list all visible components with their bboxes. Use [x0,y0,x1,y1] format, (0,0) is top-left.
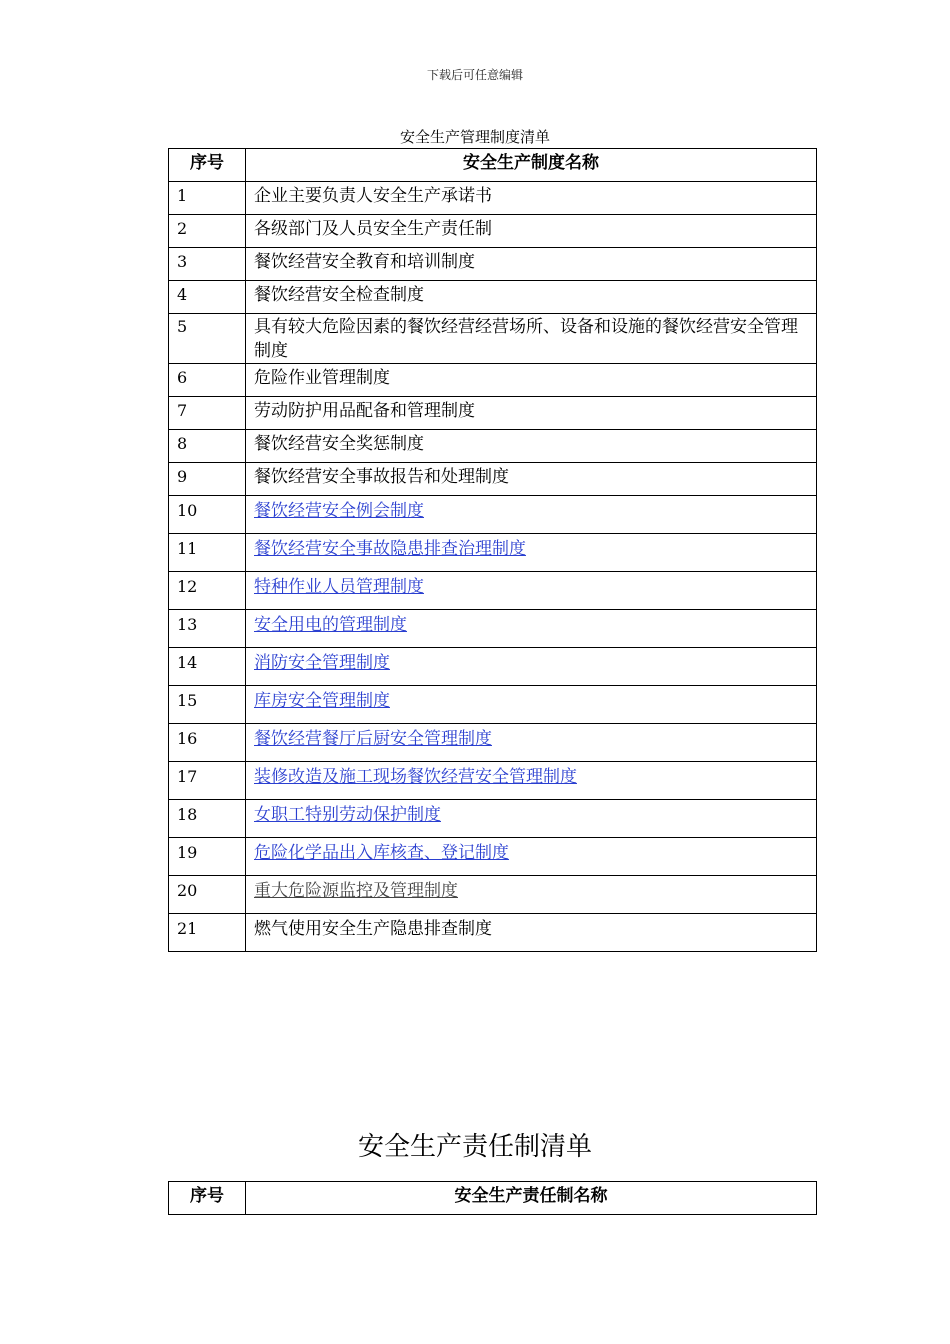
table-row [169,724,817,762]
table-row [169,572,817,610]
table-row [169,610,817,648]
row-number: 18 [169,800,246,838]
table-row [169,914,817,952]
table-header-row [169,149,817,182]
policy-link[interactable]: 装修改造及施工现场餐饮经营安全管理制度 [254,767,577,787]
row-name: 具有较大危险因素的餐饮经营经营场所、设备和设施的餐饮经营安全管理制度 [246,314,817,364]
table-row [169,534,817,572]
responsibility-table [168,1181,817,1215]
section2-title: 安全生产责任制清单 [357,1132,592,1162]
table-row [169,876,817,914]
row-number: 10 [169,496,246,534]
row-number: 4 [169,281,246,314]
table-row [169,430,817,463]
table-row [169,397,817,430]
policy-link[interactable]: 女职工特别劳动保护制度 [254,805,441,825]
row-number: 3 [169,248,246,281]
table-row [169,215,817,248]
row-name: 餐饮经营安全教育和培训制度 [246,248,817,281]
policy-link[interactable]: 安全用电的管理制度 [254,615,407,635]
policy-link[interactable]: 库房安全管理制度 [254,691,390,711]
policy-table [168,148,817,952]
row-number: 21 [169,914,246,952]
row-name: 餐饮经营安全奖惩制度 [246,430,817,463]
policy-link[interactable]: 重大危险源监控及管理制度 [254,881,458,901]
row-number: 9 [169,463,246,496]
header-responsibility-name: 安全生产责任制名称 [246,1182,817,1215]
row-name: 危险作业管理制度 [246,364,817,397]
row-number: 16 [169,724,246,762]
section1-title: 安全生产管理制度清单 [399,128,550,146]
row-number: 1 [169,182,246,215]
row-name: 燃气使用安全生产隐患排查制度 [246,914,817,952]
policy-link[interactable]: 餐饮经营餐厅后厨安全管理制度 [254,729,492,749]
table-row [169,496,817,534]
row-number: 14 [169,648,246,686]
table-row [169,838,817,876]
policy-link[interactable]: 危险化学品出入库核查、登记制度 [254,843,509,863]
header-number: 序号 [169,1182,246,1215]
table-row [169,686,817,724]
table-row [169,762,817,800]
row-number: 12 [169,572,246,610]
row-number: 8 [169,430,246,463]
row-name: 餐饮经营安全事故报告和处理制度 [246,463,817,496]
table-row [169,314,817,364]
table-row [169,182,817,215]
row-number: 6 [169,364,246,397]
row-number: 7 [169,397,246,430]
row-number: 2 [169,215,246,248]
table-header-row [169,1182,817,1215]
policy-link[interactable]: 特种作业人员管理制度 [254,577,424,597]
row-number: 15 [169,686,246,724]
row-number: 19 [169,838,246,876]
row-number: 17 [169,762,246,800]
table-row [169,463,817,496]
table-row [169,364,817,397]
row-number: 20 [169,876,246,914]
row-name: 各级部门及人员安全生产责任制 [246,215,817,248]
table-row [169,248,817,281]
row-number: 11 [169,534,246,572]
table-row [169,281,817,314]
row-name: 企业主要负责人安全生产承诺书 [246,182,817,215]
policy-link[interactable]: 餐饮经营安全例会制度 [254,501,424,521]
row-name: 餐饮经营安全检查制度 [246,281,817,314]
row-name: 劳动防护用品配备和管理制度 [246,397,817,430]
row-number: 5 [169,314,246,364]
header-note: 下载后可任意编辑 [426,68,523,82]
policy-link[interactable]: 餐饮经营安全事故隐患排查治理制度 [254,539,526,559]
header-policy-name: 安全生产制度名称 [246,149,817,182]
table-row [169,800,817,838]
header-number: 序号 [169,149,246,182]
table-row [169,648,817,686]
policy-link[interactable]: 消防安全管理制度 [254,653,390,673]
row-number: 13 [169,610,246,648]
